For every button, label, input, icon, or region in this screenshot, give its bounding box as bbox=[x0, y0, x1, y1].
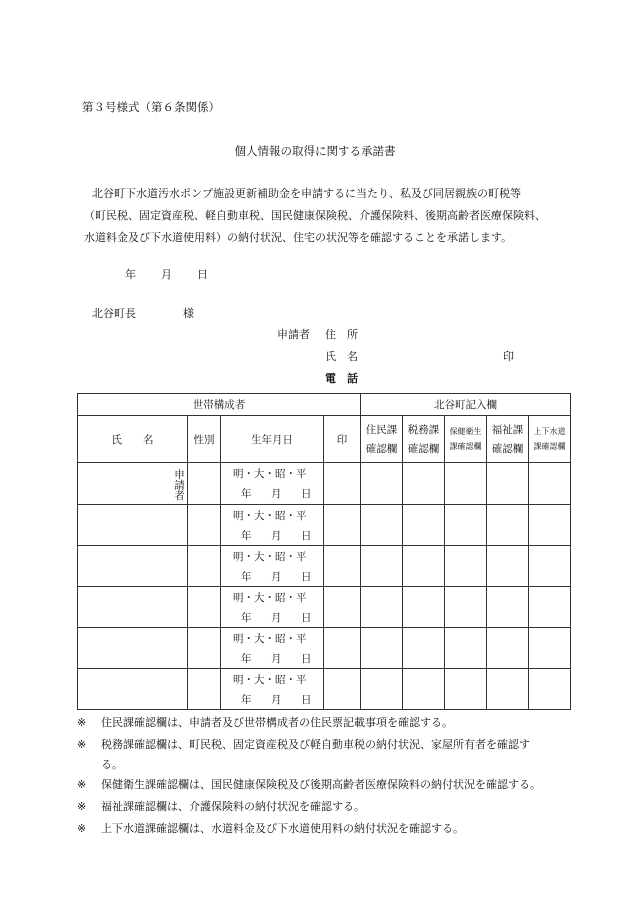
office-check-cell bbox=[487, 628, 529, 669]
office-check-cell bbox=[403, 546, 445, 587]
ymd-year: 年 bbox=[241, 652, 252, 665]
office-check-cell bbox=[445, 628, 487, 669]
office-group-header: 北谷町記入欄 bbox=[361, 394, 571, 416]
note-text: 上下水道課確認欄は、水道料金及び下水道使用料の納付状況を確認する。 bbox=[101, 822, 464, 835]
office-check-cell bbox=[361, 669, 403, 710]
household-group-header: 世帯構成者 bbox=[78, 394, 361, 416]
office-check-cell bbox=[529, 628, 571, 669]
ymd-day: 日 bbox=[301, 693, 312, 706]
name-cell bbox=[78, 505, 188, 546]
office-check-cell bbox=[487, 505, 529, 546]
era-options: 明・大・昭・平 bbox=[221, 587, 324, 608]
office-check-cell bbox=[361, 628, 403, 669]
office-check-cell bbox=[403, 628, 445, 669]
note-2-continuation: る。 bbox=[101, 758, 123, 771]
ymd-month: 月 bbox=[271, 570, 282, 583]
body-line-1: 北谷町下水道汚水ポンプ施設更新補助金を申請するに当たり、私及び同居親族の町税等 bbox=[92, 187, 521, 200]
note-5 bbox=[77, 820, 464, 836]
note-text: 税務課確認欄は、町民税、固定資産税及び軽自動車税の納付状況、家屋所有者を確認す bbox=[101, 738, 530, 751]
phone-label: 電 話 bbox=[325, 372, 358, 385]
ymd-month: 月 bbox=[271, 652, 282, 665]
office-check-cell bbox=[487, 669, 529, 710]
ymd-year: 年 bbox=[241, 693, 252, 706]
era-options: 明・大・昭・平 bbox=[221, 546, 324, 567]
ymd-year: 年 bbox=[241, 570, 252, 583]
birth-ymd bbox=[221, 648, 324, 669]
office-check-cell bbox=[445, 505, 487, 546]
gender-cell bbox=[188, 546, 221, 587]
ymd-day: 日 bbox=[301, 529, 312, 542]
office-check-cell bbox=[361, 505, 403, 546]
office-check-cell bbox=[361, 463, 403, 505]
gender-cell bbox=[188, 669, 221, 710]
note-2 bbox=[77, 736, 530, 752]
note-mark: ※ bbox=[77, 738, 87, 751]
col-birth-header: 生年月日 bbox=[221, 416, 324, 463]
gender-cell bbox=[188, 463, 221, 505]
body-line-3: 水道料金及び下水道使用料）の納付状況、住宅の状況等を確認することを承諾します。 bbox=[84, 231, 513, 244]
ymd-month: 月 bbox=[271, 529, 282, 542]
ymd-year: 年 bbox=[241, 611, 252, 624]
office-check-cell bbox=[529, 669, 571, 710]
household-table bbox=[77, 393, 571, 710]
office-check-cell bbox=[445, 587, 487, 628]
ymd-day: 日 bbox=[301, 488, 312, 501]
note-4 bbox=[77, 798, 365, 814]
note-mark: ※ bbox=[77, 822, 87, 835]
col-name-header: 氏 名 bbox=[78, 416, 188, 463]
note-text: 福祉課確認欄は、介護保険料の納付状況を確認する。 bbox=[101, 800, 365, 813]
seal-label: 印 bbox=[503, 350, 514, 363]
note-text: 保健衛生課確認欄は、国民健康保険税及び後期高齢者医療保険料の納付状況を確認する。 bbox=[101, 778, 541, 791]
office-check-cell bbox=[529, 546, 571, 587]
note-mark: ※ bbox=[77, 800, 87, 813]
office-check-cell bbox=[529, 463, 571, 505]
era-options: 明・大・昭・平 bbox=[221, 505, 324, 526]
ymd-day: 日 bbox=[301, 611, 312, 624]
seal-cell bbox=[324, 463, 361, 505]
birth-ymd bbox=[221, 607, 324, 628]
birth-ymd bbox=[221, 689, 324, 710]
ymd-day: 日 bbox=[301, 652, 312, 665]
name-cell: 申請者 bbox=[78, 463, 188, 505]
office-check-cell bbox=[487, 587, 529, 628]
office-col-header: 確認欄 bbox=[361, 439, 403, 463]
honorific: 様 bbox=[183, 307, 194, 320]
body-line-2: （町民税、固定資産税、軽自動車税、国民健康保険税、介護保険料、後期高齢者医療保険料、 bbox=[84, 209, 546, 222]
col-gender-header: 性別 bbox=[188, 416, 221, 463]
office-col-header: 住民課 bbox=[361, 416, 403, 440]
applicant-label: 申請者 bbox=[277, 328, 310, 341]
office-check-cell bbox=[403, 669, 445, 710]
ymd-day: 日 bbox=[301, 570, 312, 583]
address-label: 住 所 bbox=[325, 328, 358, 341]
date-month-label: 月 bbox=[161, 268, 172, 281]
office-col-header: 税務課 bbox=[403, 416, 445, 440]
office-check-cell bbox=[445, 546, 487, 587]
office-check-cell bbox=[403, 505, 445, 546]
note-mark: ※ bbox=[77, 778, 87, 791]
name-label: 氏 名 bbox=[325, 350, 358, 363]
office-check-cell bbox=[487, 463, 529, 505]
ymd-year: 年 bbox=[241, 529, 252, 542]
name-cell bbox=[78, 587, 188, 628]
office-col-header: 課確認欄 bbox=[445, 439, 487, 463]
office-col-header: 確認欄 bbox=[403, 439, 445, 463]
gender-cell bbox=[188, 628, 221, 669]
office-col-header: 確認欄 bbox=[487, 439, 529, 463]
office-check-cell bbox=[403, 587, 445, 628]
seal-cell bbox=[324, 628, 361, 669]
office-check-cell bbox=[361, 546, 403, 587]
document-title: 個人情報の取得に関する承諾書 bbox=[234, 144, 396, 158]
form-number: 第３号様式（第６条関係） bbox=[82, 100, 220, 114]
gender-cell bbox=[188, 587, 221, 628]
note-mark: ※ bbox=[77, 716, 87, 729]
seal-cell bbox=[324, 505, 361, 546]
office-col-header: 福祉課 bbox=[487, 416, 529, 440]
ymd-year: 年 bbox=[241, 488, 252, 501]
office-col-header: 上下水道 bbox=[529, 416, 571, 440]
office-check-cell bbox=[403, 463, 445, 505]
office-check-cell bbox=[361, 587, 403, 628]
office-check-cell bbox=[487, 546, 529, 587]
date-year-label: 年 bbox=[125, 268, 136, 281]
office-check-cell bbox=[445, 463, 487, 505]
note-1 bbox=[77, 714, 453, 730]
note-3 bbox=[77, 776, 541, 792]
seal-cell bbox=[324, 669, 361, 710]
birth-ymd bbox=[221, 525, 324, 546]
date-day-label: 日 bbox=[197, 268, 208, 281]
office-check-cell bbox=[529, 587, 571, 628]
era-options: 明・大・昭・平 bbox=[221, 628, 324, 649]
birth-ymd bbox=[221, 484, 324, 505]
seal-cell bbox=[324, 587, 361, 628]
office-check-cell bbox=[529, 505, 571, 546]
note-text: 住民課確認欄は、申請者及び世帯構成者の住民票記載事項を確認する。 bbox=[101, 716, 453, 729]
birth-ymd bbox=[221, 566, 324, 587]
era-options: 明・大・昭・平 bbox=[221, 669, 324, 690]
office-col-header: 課確認欄 bbox=[529, 439, 571, 463]
seal-cell bbox=[324, 546, 361, 587]
gender-cell bbox=[188, 505, 221, 546]
ymd-month: 月 bbox=[271, 693, 282, 706]
col-seal-header: 印 bbox=[324, 416, 361, 463]
era-options: 明・大・昭・平 bbox=[221, 463, 324, 484]
name-cell bbox=[78, 628, 188, 669]
ymd-month: 月 bbox=[271, 611, 282, 624]
name-cell bbox=[78, 546, 188, 587]
office-col-header: 保健衛生 bbox=[445, 416, 487, 440]
office-check-cell bbox=[445, 669, 487, 710]
addressee: 北谷町長 bbox=[92, 307, 136, 320]
household-rows bbox=[78, 463, 571, 710]
name-cell bbox=[78, 669, 188, 710]
ymd-month: 月 bbox=[271, 488, 282, 501]
